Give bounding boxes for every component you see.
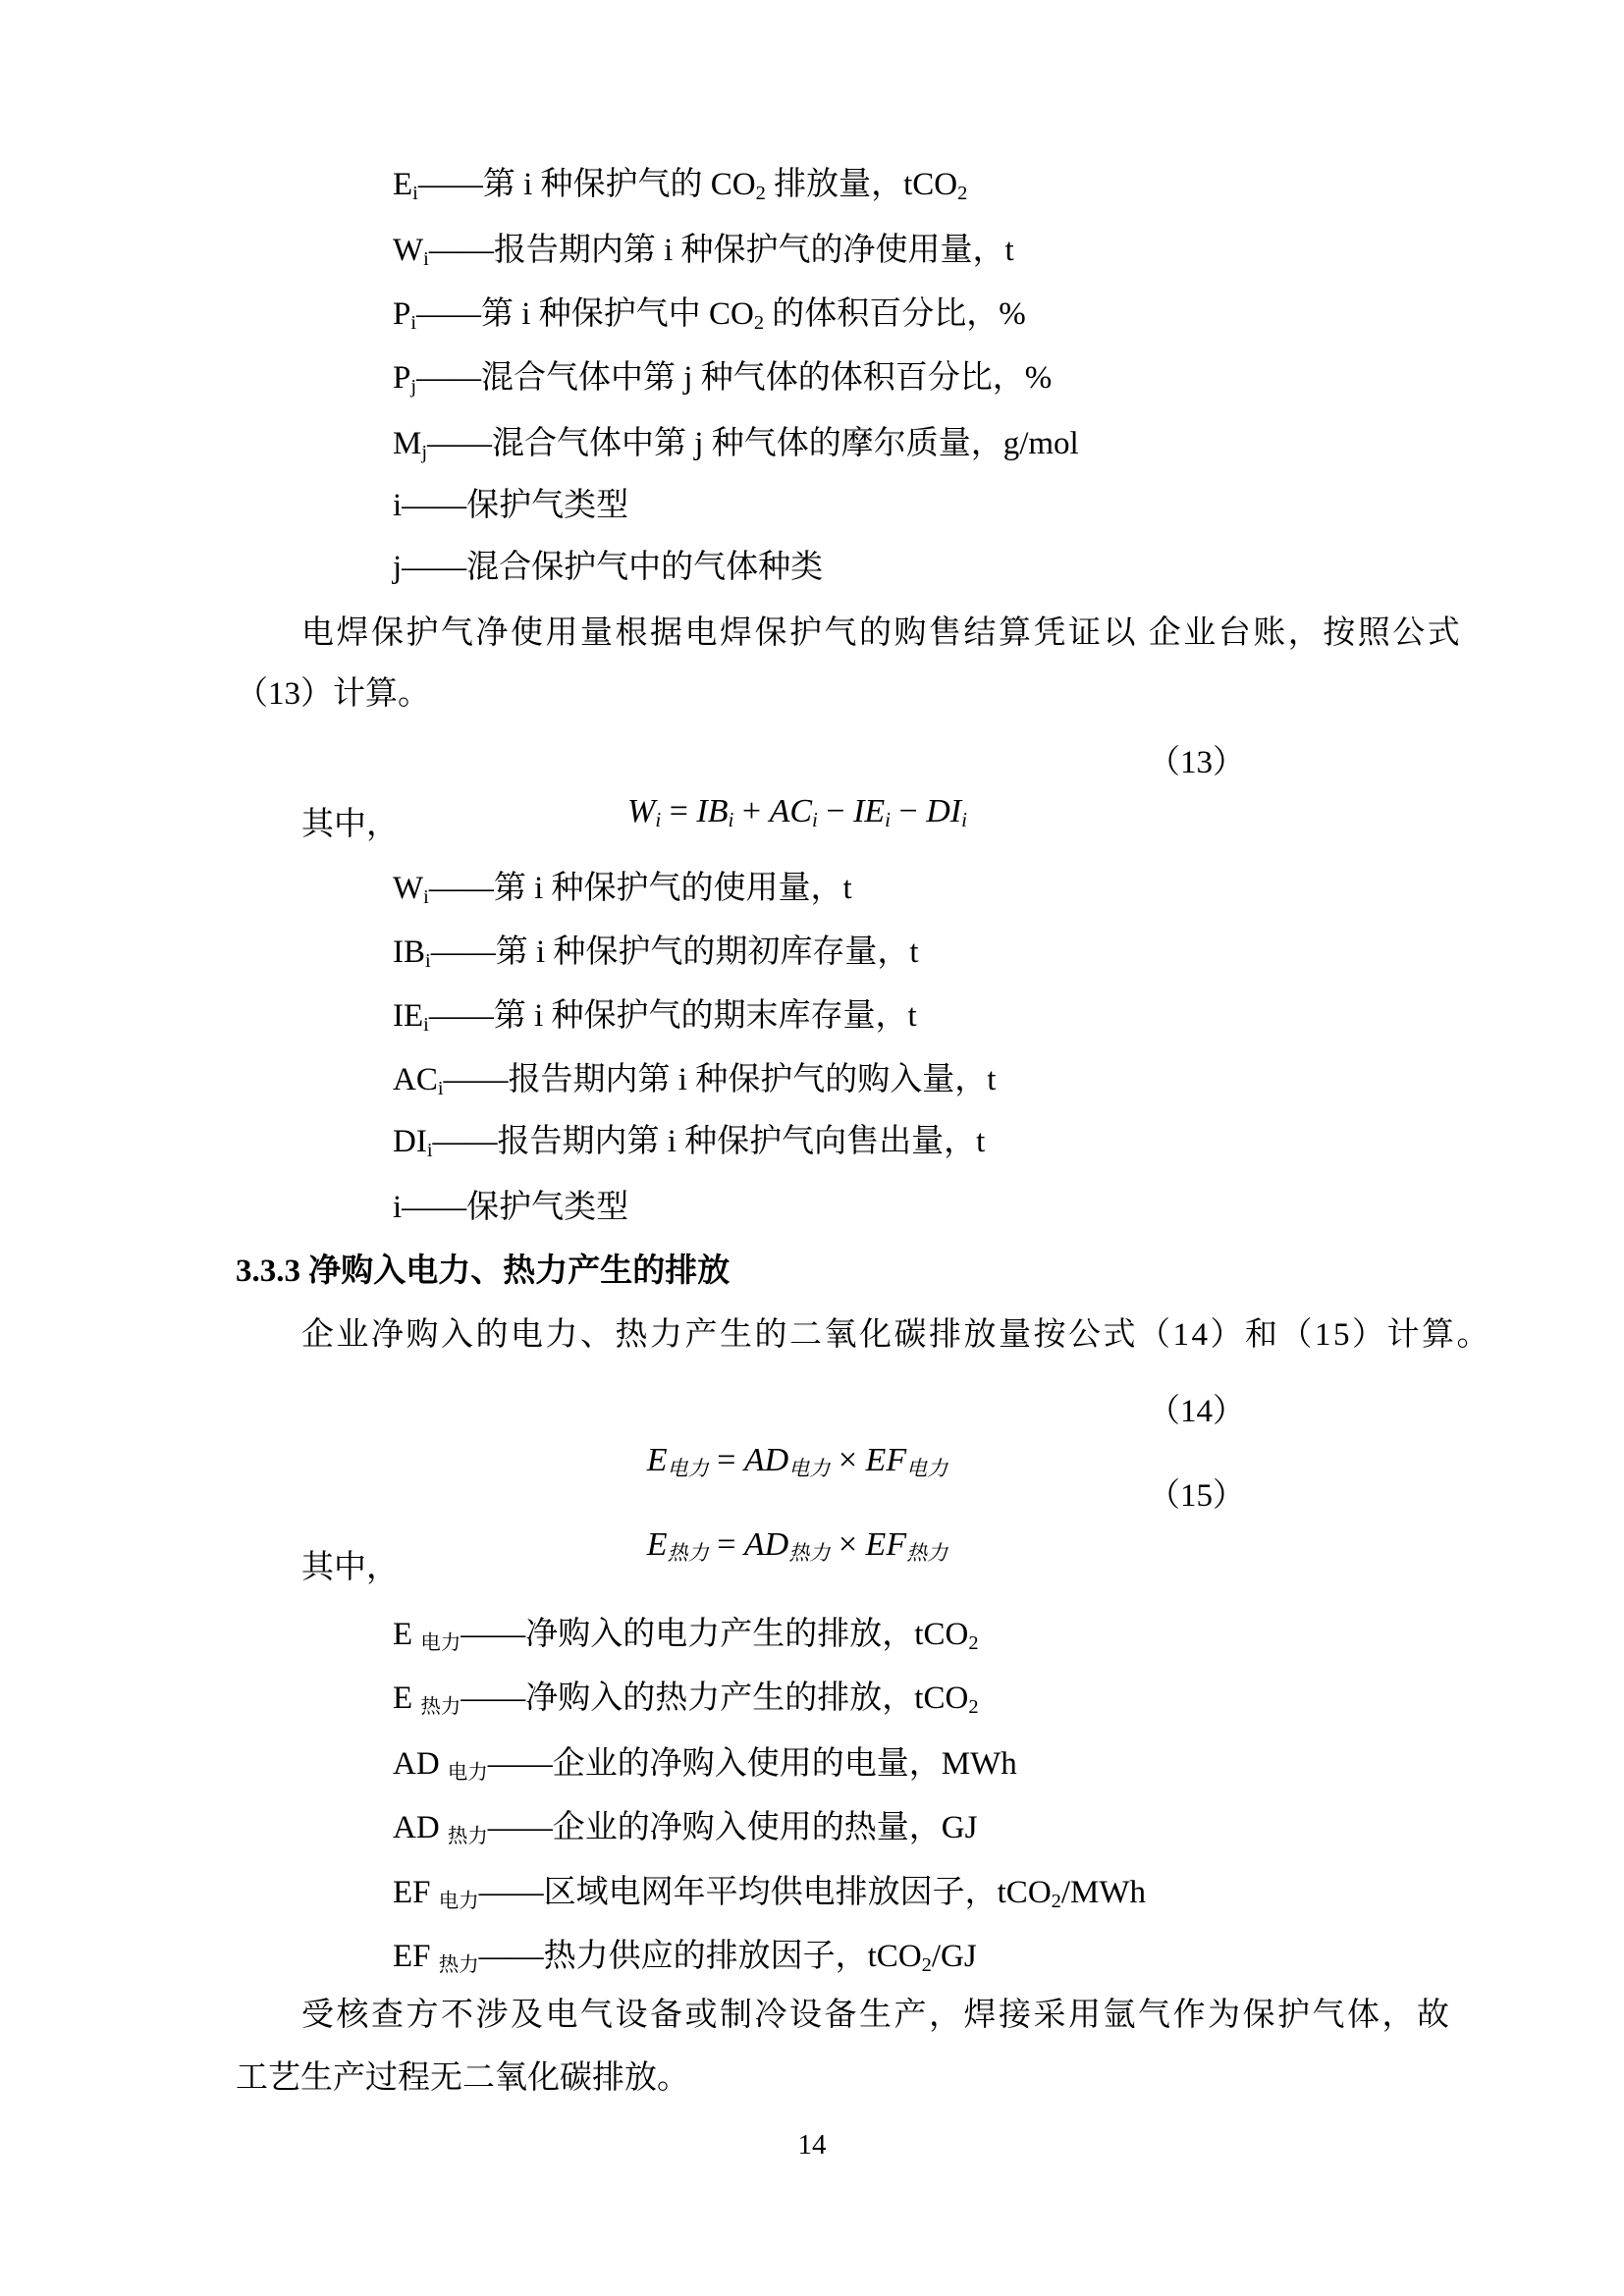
definition-line-ef-heat: EF $_{热力}$——热力供应的排放因子，tCO$_2$/GJ [393, 1939, 977, 1976]
definition-line-e-heat: E $_{热力}$——净购入的热力产生的排放，tCO$_2$ [393, 1681, 979, 1718]
paragraph-conclusion-line1: 受核查方不涉及电气设备或制冷设备生产，焊接采用氩气作为保护气体，故 [301, 1998, 1452, 2033]
formula-13-number: （13） [1148, 745, 1245, 780]
definition-line-pi: $P_i——$第 i 种保护气中 $CO_2$ 的体积百分比，% [393, 296, 1026, 334]
definition-line-aci: $AC_i——$报告期内第 i 种保护气的购入量，t [393, 1062, 997, 1099]
formula-14-expression: $E_{电力} = AD_{电力} \times EF_{电力}$ [646, 1442, 948, 1481]
definition-line-dii: $DI_i——$报告期内第 i 种保护气向售出量，t [393, 1124, 986, 1161]
definition-line-wi: $W_i——$报告期内第 i 种保护气的净使用量，t [393, 233, 1014, 270]
definition-line-ad-elec: AD $_{电力}$——企业的净购入使用的电量，MWh [393, 1746, 1017, 1784]
paragraph-conclusion-line2: 工艺生产过程无二氧化碳排放。 [236, 2060, 689, 2096]
definition-line-mj: $M_j——$混合气体中第 j 种气体的摩尔质量，g/mol [393, 426, 1079, 463]
formula-13-expression: $W_i = IB_i + AC_i - IE_i - DI_i$ [627, 793, 967, 832]
paragraph-welding-gas-line2: （13）计算。 [236, 676, 430, 712]
definition-line-pj: $P_j——$混合气体中第 j 种气体的体积百分比，% [393, 360, 1053, 398]
page-number: 14 [797, 2129, 827, 2161]
definition-line-wi2: $W_i——$第 i 种保护气的使用量，t [393, 871, 852, 908]
formula-14-number: （14） [1148, 1394, 1245, 1429]
paragraph-welding-gas-line1: 电焊保护气净使用量根据电焊保护气的购售结算凭证以 企业台账，按照公式 [301, 615, 1463, 651]
definition-line-i2: i——保护气类型 [393, 1190, 629, 1225]
definition-line-e-elec: E $_{电力}$——净购入的电力产生的排放，tCO$_2$ [393, 1617, 979, 1654]
paragraph-net-purchased: 企业净购入的电力、热力产生的二氧化碳排放量按公式（14）和（15）计算。 [301, 1317, 1491, 1353]
definition-line-ad-heat: AD $_{热力}$——企业的净购入使用的热量，GJ [393, 1810, 978, 1847]
qizhong-label-2: 其中， [301, 1550, 399, 1585]
definition-line-ibi: $IB_i——$第 i 种保护气的期初库存量，t [393, 934, 919, 972]
formula-15-expression: $E_{热力} = AD_{热力} \times EF_{热力}$ [646, 1526, 948, 1566]
definition-line-j: j——混合保护气中的气体种类 [393, 550, 824, 585]
definition-line-ef-elec: EF $_{电力}$——区域电网年平均供电排放因子，tCO$_2$/MWh [393, 1875, 1147, 1912]
definition-line-iei: $IE_i——$第 i 种保护气的期末库存量，t [393, 998, 917, 1036]
definition-line-ei: $E_i——$第 i 种保护气的 $CO_2$ 排放量，tCO$_2$ [393, 167, 968, 204]
qizhong-label-1: 其中， [301, 807, 399, 842]
definition-line-i: i——保护气类型 [393, 488, 629, 523]
section-heading-3-3-3: 3.3.3 净购入电力、热力产生的排放 [236, 1254, 731, 1289]
formula-15-number: （15） [1148, 1478, 1245, 1514]
